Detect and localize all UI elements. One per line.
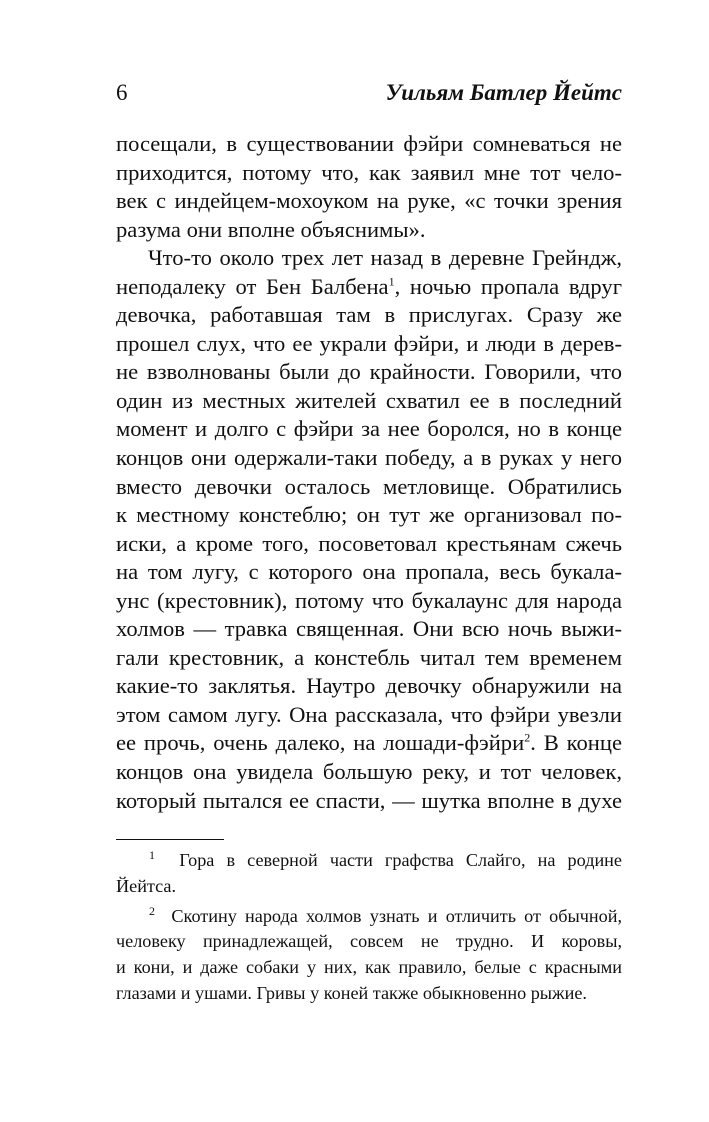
footnote-2 xyxy=(116,904,622,1007)
text-line: приходится, потому что, как заявил мне тот чело- xyxy=(116,159,622,185)
text-line: к местному констеблю; он тут же организовал по- xyxy=(116,502,622,528)
footnote-line xyxy=(116,904,622,930)
text-line: не взволнованы были до крайности. Говорили, что xyxy=(116,359,622,385)
footnote-line: и кони, и даже собаки у них, как правило, белые с красными xyxy=(116,957,622,978)
text-line: девочка, работавшая там в прислугах. Сразу же xyxy=(116,302,622,328)
footnotes xyxy=(116,848,622,1007)
text-line: какие-то заклятья. Наутро девочку обнаружили на xyxy=(116,673,622,699)
text-line: концов она увидела большую реку, и тот человек, xyxy=(116,759,622,785)
footnote-ref-2: 2 xyxy=(524,730,531,745)
text-line xyxy=(116,729,622,758)
text-line: вместо девочки осталось метловище. Обратились xyxy=(116,473,622,499)
text-fragment: Гора в северной части графства Слайго, на родине xyxy=(179,850,622,870)
text-fragment: . В конце xyxy=(530,730,622,756)
footnote-line: Йейтса. xyxy=(116,875,177,896)
text-line: разума они вполне объяснимы». xyxy=(116,216,426,242)
page-number: 6 xyxy=(116,80,128,105)
footnote-ref-1: 1 xyxy=(388,274,395,289)
text-line: холмов — травка священная. Они всю ночь выжи- xyxy=(116,616,622,642)
text-line: гали крестовник, а констебль читал тем временем xyxy=(116,644,622,670)
footnote-marker-1: 1 xyxy=(149,847,155,862)
main-text xyxy=(116,130,622,815)
footnote-line: глазами и ушами. Гривы у коней также обыкновенно рыжие. xyxy=(116,982,587,1003)
text-fragment: , ночью пропала вдруг xyxy=(394,273,622,299)
text-line: унс (крестовник), потому что букалаунс для народа xyxy=(116,587,622,613)
text-fragment: неподалеку от Бен Балбена xyxy=(116,273,389,299)
running-title: Уильям Батлер Йейтс xyxy=(385,80,622,105)
footnote-line xyxy=(116,848,622,874)
text-line: иски, а кроме того, посоветовал крестьянам сжечь xyxy=(116,530,622,556)
text-line xyxy=(116,273,622,302)
text-line: концов они одержали-таки победу, а в руках у него xyxy=(116,445,622,471)
footnote-divider xyxy=(116,839,224,840)
footnote-marker-2: 2 xyxy=(149,903,155,918)
text-line: на том лугу, с которого она пропала, весь букала- xyxy=(116,559,622,585)
text-line: век с индейцем-мохоуком на руке, «с точки зрения xyxy=(116,188,622,214)
text-fragment: ее прочь, очень далеко, на лошади-фэйри xyxy=(116,730,525,756)
text-line: посещали, в существовании фэйри сомневаться не xyxy=(116,131,622,156)
footnote-1 xyxy=(116,848,622,900)
text-line: Что-то около трех лет назад в деревне Грейндж, xyxy=(148,245,622,271)
text-line: прошел слух, что ее украли фэйри, и люди в дерев- xyxy=(116,330,622,356)
text-line: момент и долго с фэйри за нее боролся, но в конце xyxy=(116,416,622,442)
text-line: этом самом лугу. Она рассказала, что фэйри увезли xyxy=(116,701,622,727)
text-fragment: Скотину народа холмов узнать и отличить от обычной, xyxy=(171,905,623,926)
page-header xyxy=(116,80,622,112)
text-line: который пытался ее спасти, — шутка вполне в духе xyxy=(116,787,622,813)
footnote-line: человеку принадлежащей, совсем не трудно. И коровы, xyxy=(116,931,622,952)
text-line: один из местных жителей схватил ее в последний xyxy=(116,387,622,413)
